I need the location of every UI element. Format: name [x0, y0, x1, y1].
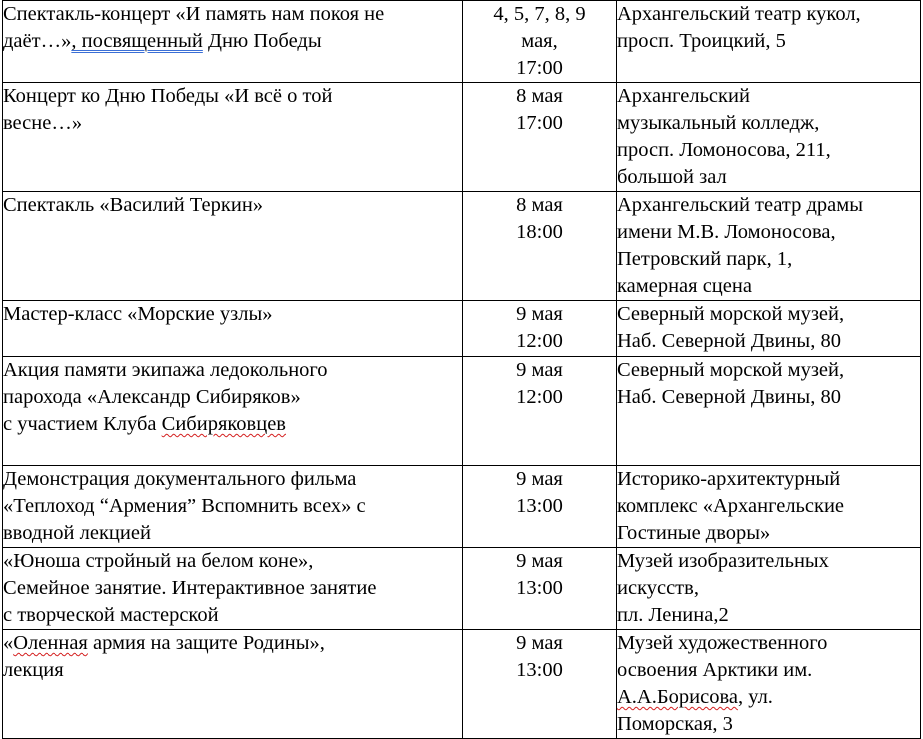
event-date-line: 13:00: [516, 495, 563, 517]
event-title-line: [3, 630, 462, 657]
event-venue-line: комплекс «Архангельские: [617, 495, 845, 517]
event-venue-cell: [617, 1, 921, 83]
event-venue-line: Северный морской музей,: [617, 303, 845, 325]
grammar-underlined-fragment: , посвященный: [71, 30, 203, 52]
event-venue-line: пл. Ленина,2: [617, 604, 729, 626]
event-date-line: 8 мая: [516, 85, 563, 107]
event-date-line: 18:00: [516, 221, 563, 243]
spellcheck-underlined-word: Сибиряковцев: [161, 413, 286, 435]
events-table: [2, 0, 921, 739]
event-venue-line: Гостиные дворы»: [617, 522, 771, 544]
event-title-line: Семейное занятие. Интерактивное занятие: [3, 577, 377, 599]
table-row: [3, 357, 921, 466]
event-venue-cell: [617, 548, 921, 630]
event-title-cell: [3, 630, 463, 739]
spellcheck-underlined-word: А.А.Борисова: [617, 686, 738, 708]
event-venue-line: Петровский парк, 1,: [617, 248, 793, 270]
event-title-cell: [3, 301, 463, 357]
table-row: [3, 548, 921, 630]
event-date-cell: [463, 630, 617, 739]
event-venue-line: Архангельский: [617, 85, 750, 107]
event-date-cell: [463, 357, 617, 466]
event-title-line: Демонстрация документального фильма: [3, 468, 357, 490]
event-date-line: 9 мая: [516, 468, 563, 490]
event-title-line: Спектакль «Василий Теркин»: [3, 194, 264, 216]
event-title-fragment: армия на защите Родины»,: [87, 632, 325, 654]
event-title-line: с творческой мастерской: [3, 604, 219, 626]
event-title-line: Спектакль-концерт «И память нам покоя не: [3, 3, 385, 25]
event-venue-line: Наб. Северной Двины, 80: [617, 386, 841, 408]
event-title-fragment: «: [3, 632, 14, 654]
event-venue-line: просп. Троицкий, 5: [617, 30, 786, 52]
event-venue-line: Музей художественного: [617, 632, 828, 654]
event-venue-line: камерная сцена: [617, 275, 752, 297]
event-date-line: 9 мая: [516, 303, 563, 325]
event-venue-line: музыкальный колледж,: [617, 112, 820, 134]
event-title-line: Мастер-класс «Морские узлы»: [3, 303, 273, 325]
event-title-cell: [3, 192, 463, 301]
event-date-line: 13:00: [516, 659, 563, 681]
event-date-line: 8 мая: [516, 194, 563, 216]
event-date-cell: [463, 83, 617, 192]
event-date-line: 17:00: [516, 57, 563, 79]
event-date-line: 9 мая: [516, 632, 563, 654]
event-title-cell: [3, 548, 463, 630]
event-date-line: 9 мая: [516, 550, 563, 572]
event-venue-fragment: , ул.: [737, 686, 773, 708]
table-row: [3, 83, 921, 192]
event-venue-line: Архангельский театр кукол,: [617, 3, 861, 25]
event-title-cell: [3, 1, 463, 83]
table-row: [3, 192, 921, 301]
event-venue-line: имени М.В. Ломоносова,: [617, 221, 836, 243]
table-row: [3, 301, 921, 357]
event-venue-line: просп. Ломоносова, 211,: [617, 139, 831, 161]
event-title-line: весне…»: [3, 112, 83, 134]
event-date-line: 12:00: [516, 386, 563, 408]
event-date-cell: [463, 548, 617, 630]
event-venue-line: Наб. Северной Двины, 80: [617, 330, 841, 352]
event-date-line: 17:00: [516, 112, 563, 134]
table-row: [3, 1, 921, 83]
event-venue-line: Поморская, 3: [617, 713, 733, 735]
event-venue-cell: [617, 83, 921, 192]
event-date-cell: [463, 466, 617, 548]
event-date-line: 9 мая: [516, 359, 563, 381]
event-title-fragment: даёт…»: [3, 30, 72, 52]
event-venue-line: освоения Арктики им.: [617, 659, 813, 681]
event-venue-line: Историко-архитектурный: [617, 468, 841, 490]
event-date-line: 4, 5, 7, 8, 9: [493, 3, 586, 25]
event-date-cell: [463, 192, 617, 301]
event-venue-cell: [617, 192, 921, 301]
event-venue-cell: [617, 630, 921, 739]
table-row: [3, 630, 921, 739]
event-title-line: [3, 28, 462, 55]
event-venue-line: Северный морской музей,: [617, 359, 845, 381]
event-date-cell: [463, 301, 617, 357]
event-title-line: Концерт ко Дню Победы «И всё о той: [3, 85, 333, 107]
event-venue-line: Архангельский театр драмы: [617, 194, 864, 216]
event-title-line: [3, 411, 462, 438]
event-title-line: «Юноша стройный на белом коне»,: [3, 550, 314, 572]
spellcheck-underlined-word: Оленная: [13, 632, 88, 654]
event-venue-cell: [617, 466, 921, 548]
event-title-line: лекция: [3, 659, 64, 681]
event-title-line: вводной лекцией: [3, 522, 151, 544]
event-title-cell: [3, 357, 463, 466]
event-title-fragment: с участием Клуба: [3, 413, 162, 435]
event-date-line: 13:00: [516, 577, 563, 599]
event-venue-cell: [617, 301, 921, 357]
event-venue-line: Музей изобразительных: [617, 550, 829, 572]
table-row: [3, 466, 921, 548]
event-title-cell: [3, 83, 463, 192]
event-venue-cell: [617, 357, 921, 466]
event-title-fragment: Дню Победы: [202, 30, 322, 52]
event-date-line: мая,: [521, 30, 558, 52]
event-title-line: Акция памяти экипажа ледокольного: [3, 359, 328, 381]
event-date-cell: [463, 1, 617, 83]
event-venue-line: большой зал: [617, 166, 727, 188]
event-venue-line: [617, 684, 920, 711]
event-date-line: 12:00: [516, 330, 563, 352]
event-title-line: «Теплоход “Армения” Вспомнить всех» с: [3, 495, 366, 517]
event-title-cell: [3, 466, 463, 548]
event-title-line: парохода «Александр Сибиряков»: [3, 386, 301, 408]
event-venue-line: искусств,: [617, 577, 699, 599]
